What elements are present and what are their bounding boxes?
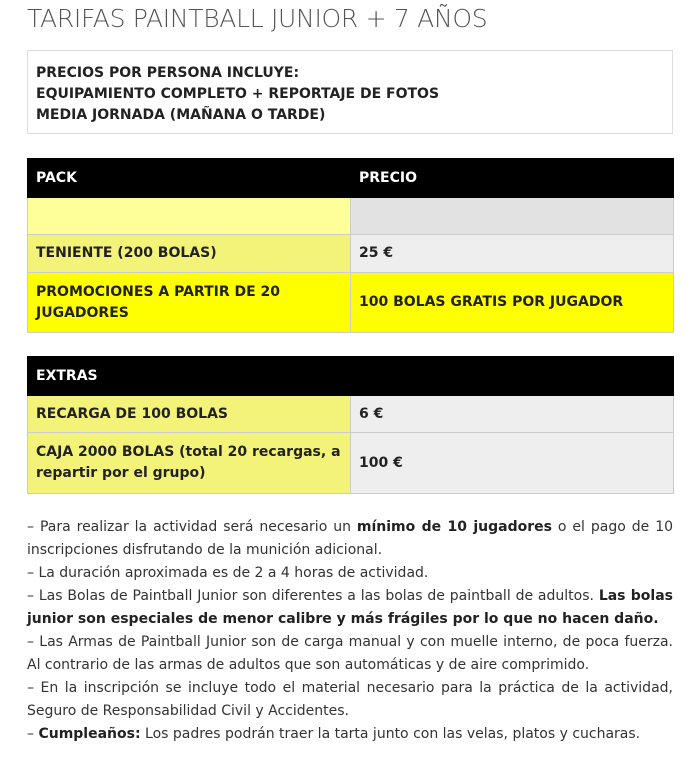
note-3-text: – Las Bolas de Paintball Junior son diferentes a las bolas de paintball de adultos. — [27, 588, 599, 604]
table-header-row — [28, 357, 674, 396]
header-extras: EXTRAS — [28, 357, 674, 396]
includes-info-box — [27, 50, 673, 134]
info-line-1: PRECIOS POR PERSONA INCLUYE: — [36, 65, 300, 81]
note-minimum-players — [27, 516, 673, 562]
note-1-text: – Para realizar la actividad será necesario un — [27, 519, 357, 535]
table-row — [28, 273, 674, 333]
cell-precio-recarga: 6 € — [351, 396, 674, 433]
info-line-2: EQUIPAMIENTO COMPLETO + REPORTAJE DE FOTOS — [36, 86, 440, 102]
note-birthday — [27, 723, 673, 746]
note-balls — [27, 585, 673, 631]
cell-precio-empty — [351, 198, 674, 235]
note-duration: – La duración aproximada es de 2 a 4 horas de actividad. — [27, 565, 429, 581]
cell-pack-teniente: TENIENTE (200 BOLAS) — [28, 235, 351, 273]
header-precio: PRECIO — [351, 159, 674, 198]
header-pack: PACK — [28, 159, 351, 198]
cell-pack-promociones: PROMOCIONES A PARTIR DE 20 JUGADORES — [28, 273, 351, 333]
table-row — [28, 198, 674, 235]
notes-section — [27, 516, 673, 746]
note-6-bold: Cumpleaños: — [38, 726, 141, 742]
cell-precio-promociones: 100 BOLAS GRATIS POR JUGADOR — [351, 273, 674, 333]
note-6-text: – — [27, 726, 39, 742]
table-row — [28, 396, 674, 433]
cell-precio-caja: 100 € — [351, 433, 674, 494]
table-row — [28, 235, 674, 273]
note-1-text-end: o el pago de 10 inscripciones disfrutando de la munición adicional. — [27, 519, 674, 558]
note-inscription: – En la inscripción se incluye todo el material necesario para la práctica de la actividad, Seguro de Responsabilidad Civil y Accidentes. — [27, 680, 673, 719]
cell-pack-empty — [28, 198, 351, 235]
cell-item-recarga: RECARGA DE 100 BOLAS — [28, 396, 351, 433]
table-header-row — [28, 159, 674, 198]
note-3-bold: Las bolas junior son especiales de menor calibre y más frágiles por lo que no hacen daño. — [27, 588, 674, 627]
cell-item-caja: CAJA 2000 BOLAS (total 20 recargas, a repartir por el grupo) — [28, 433, 351, 494]
page-title: TARIFAS PAINTBALL JUNIOR + 7 AÑOS — [27, 4, 488, 33]
table-row — [28, 433, 674, 494]
pack-price-table — [27, 158, 674, 333]
note-weapons: – Las Armas de Paintball Junior son de carga manual y con muelle interno, de poca fuerza. Al contrario de las armas de adultos que son automáticas y de aire comprimido. — [27, 634, 673, 673]
cell-precio-teniente: 25 € — [351, 235, 674, 273]
extras-price-table — [27, 356, 674, 494]
note-6-text-end: Los padres podrán traer la tarta junto con las velas, platos y cucharas. — [140, 726, 641, 742]
note-1-bold: mínimo de 10 jugadores — [356, 519, 552, 535]
info-line-3: MEDIA JORNADA (MAÑANA O TARDE) — [36, 107, 326, 123]
